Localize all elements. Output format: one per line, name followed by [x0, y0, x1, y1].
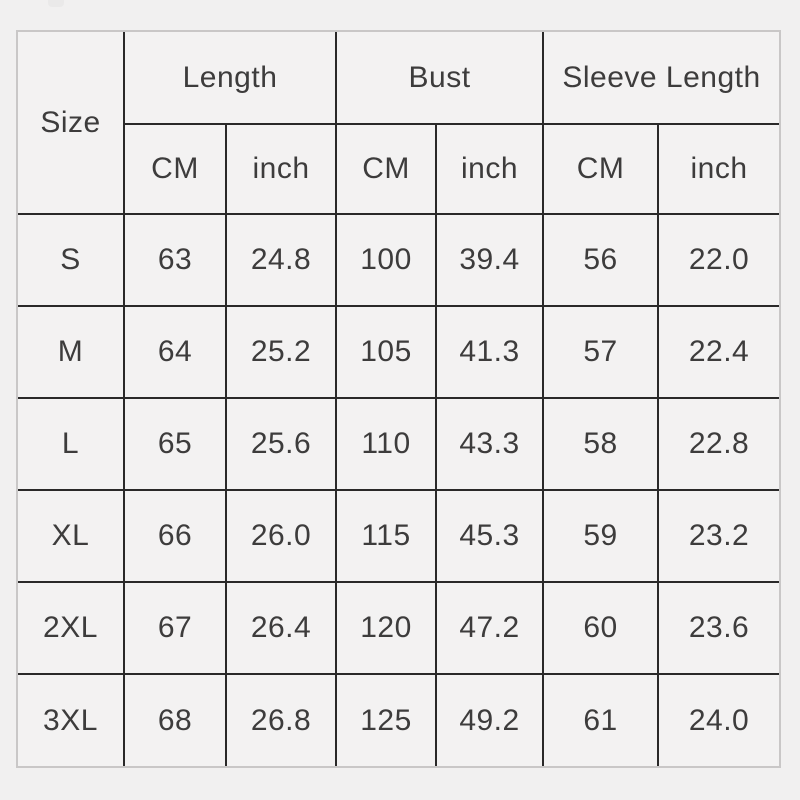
unit-header-length-inch: inch — [226, 124, 336, 214]
bust-cm-value: 115 — [336, 490, 436, 582]
sleeve-cm-value: 56 — [543, 214, 658, 306]
length-cm-value: 65 — [124, 398, 226, 490]
sleeve-inch-value: 23.6 — [658, 582, 779, 674]
column-group-bust: Bust — [336, 32, 543, 124]
table-row-xl — [18, 490, 779, 582]
unit-header-bust-inch: inch — [436, 124, 543, 214]
size-label: M — [18, 306, 124, 398]
sleeve-inch-value: 24.0 — [658, 674, 779, 766]
table-row-m — [18, 306, 779, 398]
bust-inch-value: 41.3 — [436, 306, 543, 398]
length-inch-value: 26.0 — [226, 490, 336, 582]
column-group-length: Length — [124, 32, 336, 124]
unit-header-bust-cm: CM — [336, 124, 436, 214]
sleeve-cm-value: 60 — [543, 582, 658, 674]
bust-inch-value: 43.3 — [436, 398, 543, 490]
size-label: L — [18, 398, 124, 490]
unit-header-length-cm: CM — [124, 124, 226, 214]
length-inch-value: 26.8 — [226, 674, 336, 766]
sleeve-cm-value: 59 — [543, 490, 658, 582]
cropped-image-artifact — [48, 0, 64, 7]
size-chart-table — [18, 32, 779, 766]
length-inch-value: 26.4 — [226, 582, 336, 674]
bust-inch-value: 49.2 — [436, 674, 543, 766]
size-chart-table-frame — [16, 30, 781, 768]
bust-cm-value: 110 — [336, 398, 436, 490]
sleeve-inch-value: 22.4 — [658, 306, 779, 398]
sleeve-inch-value: 23.2 — [658, 490, 779, 582]
size-label: XL — [18, 490, 124, 582]
header-unit-row — [18, 124, 779, 214]
size-label: S — [18, 214, 124, 306]
table-row-2xl — [18, 582, 779, 674]
length-cm-value: 68 — [124, 674, 226, 766]
length-inch-value: 24.8 — [226, 214, 336, 306]
header-group-row — [18, 32, 779, 124]
length-inch-value: 25.2 — [226, 306, 336, 398]
length-cm-value: 64 — [124, 306, 226, 398]
bust-cm-value: 125 — [336, 674, 436, 766]
sleeve-inch-value: 22.8 — [658, 398, 779, 490]
column-group-sleeve-length: Sleeve Length — [543, 32, 779, 124]
length-cm-value: 66 — [124, 490, 226, 582]
bust-cm-value: 105 — [336, 306, 436, 398]
length-inch-value: 25.6 — [226, 398, 336, 490]
bust-cm-value: 120 — [336, 582, 436, 674]
bust-inch-value: 39.4 — [436, 214, 543, 306]
length-cm-value: 63 — [124, 214, 226, 306]
column-header-size: Size — [18, 32, 124, 214]
table-row-l — [18, 398, 779, 490]
bust-inch-value: 45.3 — [436, 490, 543, 582]
size-label: 2XL — [18, 582, 124, 674]
size-label: 3XL — [18, 674, 124, 766]
table-row-s — [18, 214, 779, 306]
sleeve-cm-value: 58 — [543, 398, 658, 490]
sleeve-inch-value: 22.0 — [658, 214, 779, 306]
sleeve-cm-value: 57 — [543, 306, 658, 398]
table-row-3xl — [18, 674, 779, 766]
sleeve-cm-value: 61 — [543, 674, 658, 766]
unit-header-sleeve-cm: CM — [543, 124, 658, 214]
bust-cm-value: 100 — [336, 214, 436, 306]
length-cm-value: 67 — [124, 582, 226, 674]
unit-header-sleeve-inch: inch — [658, 124, 779, 214]
bust-inch-value: 47.2 — [436, 582, 543, 674]
